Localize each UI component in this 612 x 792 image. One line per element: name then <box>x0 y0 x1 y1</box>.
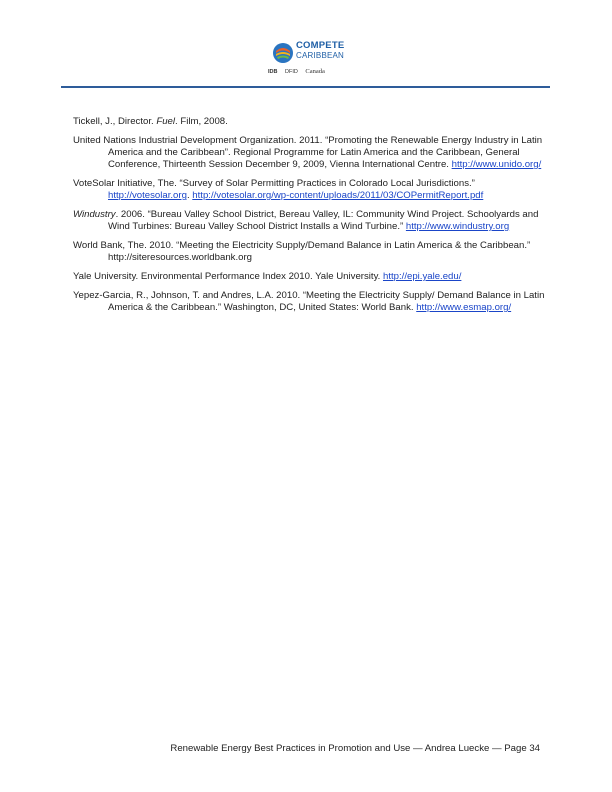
reference-title-italic: Windustry <box>73 209 116 220</box>
reference-text: United Nations Industrial Development Organization. 2011. “Promoting the Renewable Energy Industry in Latin America and the Caribbean”. Regional Programme for Latin America and the Caribbean, General Conference, Thirteenth Session December 9, 2009, Vienna International Centre. <box>73 135 543 170</box>
reference-item <box>73 240 551 264</box>
partner-logos <box>268 67 331 77</box>
reference-text: VoteSolar Initiative, The. “Survey of Solar Permitting Practices in Colorado Local Jurisdictions.” <box>73 178 475 189</box>
partner-dfid-logo: DFID <box>285 69 298 75</box>
header-divider <box>61 86 550 88</box>
reference-item <box>73 116 551 128</box>
page-header <box>0 0 612 90</box>
reference-item <box>73 290 551 314</box>
reference-text: . Film, 2008. <box>175 116 228 127</box>
reference-link[interactable]: http://votesolar.org/wp-content/uploads/2011/03/COPermitReport.pdf <box>192 190 484 201</box>
reference-text: . <box>186 190 193 201</box>
reference-title-italic: Fuel <box>156 116 176 127</box>
reference-text: Yepez-Garcia, R., Johnson, T. and Andres, L.A. 2010. “Meeting the Electricity Supply/ Demand Balance in Latin America & the Caribbean.” Washington, DC, United States: World Bank. <box>73 290 545 313</box>
reference-text: Tickell, J., Director. <box>73 116 157 127</box>
reference-link[interactable]: http://www.windustry.org <box>405 221 510 232</box>
compete-caribbean-logo <box>268 38 358 78</box>
reference-item <box>73 135 551 171</box>
reference-link[interactable]: http://epi.yale.edu/ <box>382 271 462 282</box>
reference-item <box>73 178 551 202</box>
reference-text: World Bank, The. 2010. “Meeting the Electricity Supply/Demand Balance in Latin America & the Caribbean.” http://siteresources.worldbank.org <box>73 240 531 263</box>
compete-caribbean-logo-mark-icon <box>272 42 294 64</box>
reference-link[interactable]: http://www.esmap.org/ <box>416 302 512 313</box>
logo-caribbean-text: CARIBBEAN <box>296 51 345 60</box>
reference-text: . 2006. “Bureau Valley School District, Bereau Valley, IL: Community Wind Project. Schoolyards and Wind Turbines: Bureau Valley School District Installs a Wind Turbine.” <box>108 209 539 232</box>
reference-list <box>73 116 551 321</box>
reference-text: Yale University. Environmental Performance Index 2010. Yale University. <box>73 271 383 282</box>
partner-idb-logo: IDB <box>268 69 278 75</box>
logo-compete-text: COMPETE <box>296 40 345 51</box>
reference-link[interactable]: http://www.unido.org/ <box>451 159 542 170</box>
reference-link[interactable]: http://votesolar.org <box>108 190 187 201</box>
reference-item <box>73 271 551 283</box>
partner-canada-logo: Canada <box>305 68 325 75</box>
page-footer: Renewable Energy Best Practices in Promotion and Use — Andrea Luecke — Page 34 <box>170 743 540 754</box>
reference-item <box>73 209 551 233</box>
